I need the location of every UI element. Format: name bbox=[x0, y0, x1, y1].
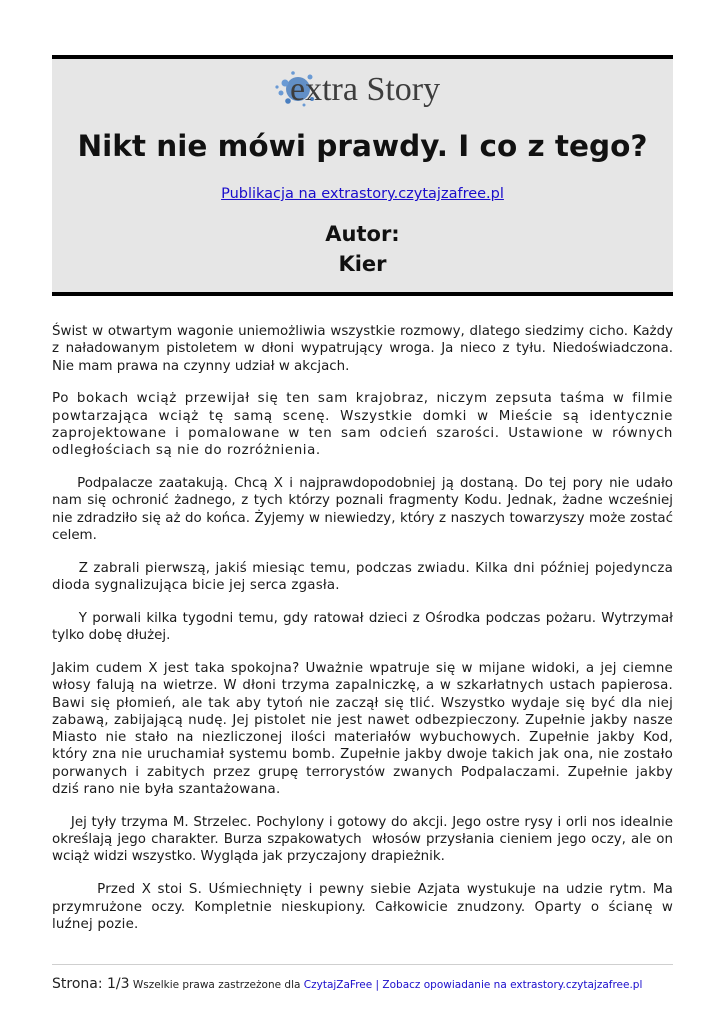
paragraph: Podpalacze zaatakują. Chcą X i najprawdopodobniej ją dostaną. Do tej pory nie udało nam się ochronić żadnego, z tych którzy poznali fragmenty Kodu. Jednak, żadne wcześniej nie zdradziło się aż do końca. Żyjemy w niewiedzy, który z naszych towarzyszy może zostać celem. bbox=[52, 476, 678, 543]
paragraph: Przed X stoi S. Uśmiechnięty i pewny siebie Azjata wystukuje na udzie rytm. Ma przymrużone oczy. Kompletnie nieskupiony. Całkowicie znudzony. Oparty o ścianę w luźnej pozie. bbox=[52, 882, 678, 932]
footer-separator: | bbox=[372, 979, 383, 991]
extra-story-logo bbox=[52, 63, 673, 113]
paragraph: Jej tyły trzyma M. Strzelec. Pochylony i gotowy do akcji. Jego ostre rysy i orli nos idealnie określają jego charakter. Burza szpakowatych włosów przysłania cieniem jego oczy, ale on wciąż widzi wszystko. Wygląda jak przyczajony drapieżnik. bbox=[52, 814, 678, 865]
logo-text: extra Story bbox=[289, 71, 440, 108]
paragraph: Po bokach wciąż przewijał się ten sam krajobraz, niczym zepsuta taśma w filmie powtarzająca wciąż tę samą scenę. Wszystkie domki w Mieście są identycznie zaprojektowane i pomalowane w ten sam odcień szarości. Ustawione w równych odległościach są nie do rozróżnienia. bbox=[52, 391, 673, 459]
footer-divider bbox=[52, 964, 673, 965]
author-name: Kier bbox=[338, 252, 387, 276]
czytajzafree-link[interactable]: CzytajZaFree bbox=[303, 979, 373, 991]
document-header bbox=[52, 55, 673, 296]
story-text bbox=[52, 323, 678, 949]
author-label: Autor: bbox=[325, 222, 400, 246]
extra-story-logo-graphic bbox=[268, 63, 458, 113]
paragraph: Y porwali kilka tygodni temu, gdy ratował dzieci z Ośrodka podczas pożaru. Wytrzymał tylko dobę dłużej. bbox=[52, 610, 678, 644]
paragraph: Jakim cudem X jest taka spokojna? Uważnie wpatruje się w mijane widoki, a jej ciemne włosy falują na wietrze. W dłoni trzyma zapalniczkę, a w szkarłatnych ustach papierosa. Bawi się płomień, ale tak aby tytoń nie zaczął się tlić. Wszystko wydaje się być dla niej zabawą, zabijającą nudę. Jej pistolet nie jest nawet odbezpieczony. Zupełnie jakby nasze Miasto nie stało na niezliczonej ilości materiałów wybuchowych. Zupełnie jakby Kod, który zna nie uruchamiał systemu bomb. Zupełnie jakby dwoje takich jak ona, nie zostało porwanych i zabitych przez grupę terrorystów zwanych Podpalaczami. Zupełnie jakby dziś rano nie była szantażowana. bbox=[52, 660, 673, 798]
page-footer bbox=[52, 976, 692, 992]
story-link[interactable]: Zobacz opowiadanie na extrastory.czytajzafree.pl bbox=[382, 979, 643, 991]
page-number: Strona: 1/3 bbox=[52, 976, 130, 992]
story-title: Nikt nie mówi prawdy. I co z tego? bbox=[77, 129, 648, 163]
paragraph: Z zabrali pierwszą, jakiś miesiąc temu, podczas zwiadu. Kilka dni później pojedyncza dioda sygnalizująca bicie jej serca zgasła. bbox=[52, 560, 678, 594]
rights-text: Wszelkie prawa zastrzeżone dla bbox=[129, 979, 304, 991]
publication-link[interactable]: Publikacja na extrastory.czytajzafree.pl bbox=[221, 186, 504, 202]
paragraph: Świst w otwartym wagonie uniemożliwia wszystkie rozmowy, dlatego siedzimy cicho. Każdy z naładowanym pistoletem w dłoni wypatrujący wroga. Ja nieco z tyłu. Niedoświadczona. Nie mam prawa na czynny udział w akcjach. bbox=[52, 324, 673, 374]
